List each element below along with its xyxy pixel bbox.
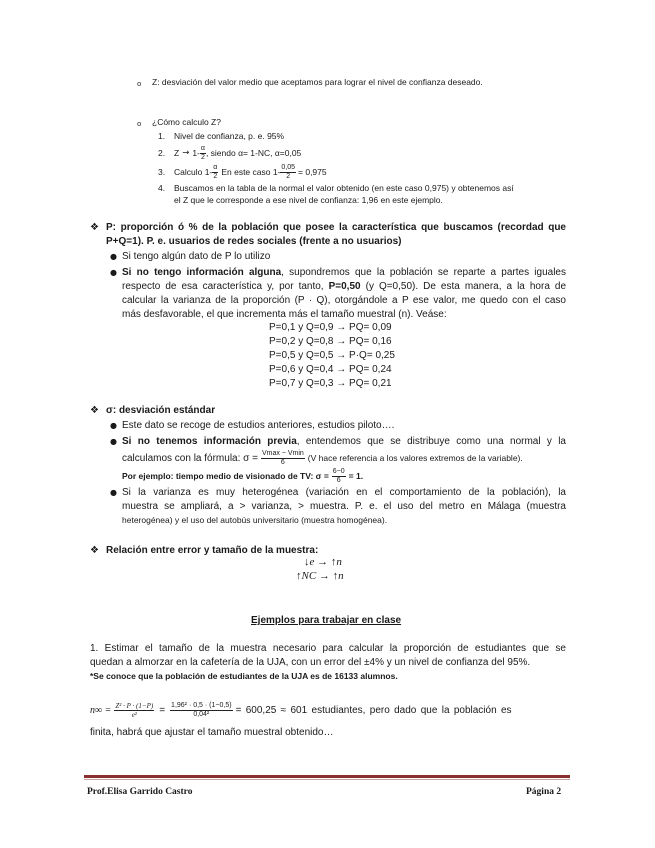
step-2-text: 1-	[192, 147, 200, 158]
example-1-line-2: quedan a almorzar en la cafetería de la UJA, con un error del ±4% y un nivel de confianza del 95%.	[90, 657, 531, 668]
footer-rule-dark	[84, 775, 570, 778]
fraction-denominator: 6	[336, 476, 341, 484]
sigma-formula-fraction	[261, 450, 305, 467]
step-3-case: En este caso 1-	[221, 166, 281, 177]
p-heading-line-2: P+Q=1). P. e. usuarios de redes sociales (frente a no usuarios)	[106, 236, 402, 247]
text: , entendemos que se distribuye como una normal y la	[296, 436, 566, 447]
formula-result: = 600,25 ≈ 601 estudiantes, pero dado que la población es	[235, 704, 512, 716]
fraction-numerator: 6−0	[332, 467, 345, 475]
text: (V hace referencia a los valores extremos de la variable).	[307, 452, 523, 463]
numeric-formula-fraction	[170, 702, 233, 719]
step-number: 3.	[158, 167, 166, 177]
fraction-denominator: 2	[213, 172, 218, 180]
sigma-bullet-3-line-1: Si la varianza es muy heterogénea (variación en el comportamiento de la población), la	[122, 487, 566, 498]
sigma-example	[122, 465, 363, 487]
p-bullet-2-bold: Si no tengo información alguna	[122, 267, 282, 278]
p-bullet-2-line-2	[122, 280, 566, 293]
sigma-bullet-3-line-3: heterogénea) y el uso del autobús universitario (muestra homogénea).	[122, 515, 388, 525]
sigma-bullet-1: Este dato se recoge de estudios anteriores, estudios piloto….	[122, 420, 395, 431]
fraction-numerator: α	[200, 144, 205, 152]
step-4-line-2: el Z que le corresponde a ese nivel de confianza: 1,96 en este ejemplo.	[174, 195, 443, 205]
pq-row: P=0,2 y Q=0,8 → PQ= 0,16	[269, 336, 392, 347]
z-symbol: Z	[174, 147, 180, 158]
population-note: *Se conoce que la población de estudiantes de la UJA es de 16133 alumnos.	[90, 671, 398, 681]
circle-bullet-icon: o	[137, 120, 142, 128]
sigma-bullet-3-line-2: muestra se ampliará, a > varianza, > muestra. P. e. el uso del metro en Málaga (muestra	[122, 501, 566, 512]
case-fraction	[280, 164, 296, 181]
footer-page-number: Página 2	[526, 787, 562, 797]
footer-rule-light	[84, 779, 570, 780]
step-number: 4.	[158, 183, 166, 193]
pq-row: P=0,6 y Q=0,4 → PQ= 0,24	[269, 364, 392, 375]
step-4-line-1: Buscamos en la tabla de la normal el valor obtenido (en este caso 0,975) y obtenemos así	[174, 183, 514, 193]
p-bullet-2-text: , supondremos que la población se reparte a partes iguales	[281, 267, 566, 278]
p-value: P=0,50	[328, 281, 361, 292]
p-bullet-2-line-4: más desfavorable, el que incrementa más el tamaño muestral (n). Veáse:	[122, 309, 447, 320]
diamond-bullet-icon: ❖	[90, 222, 99, 233]
z-definition: Z: desviación del valor medio que aceptamos para lograr el nivel de confianza deseado.	[152, 77, 483, 87]
step-number: 2.	[158, 148, 166, 158]
fraction-numerator: Vmax − Vmin	[261, 449, 304, 457]
relation-line-1: ↓e → ↑n	[304, 556, 342, 568]
circle-bullet-icon: o	[137, 80, 142, 88]
diamond-bullet-icon: ❖	[90, 405, 99, 416]
fraction-denominator: 0,04²	[193, 710, 210, 718]
pq-row: P=0,1 y Q=0,9 → PQ= 0,09	[269, 322, 392, 333]
fraction-denominator: 2	[286, 172, 291, 180]
fraction-numerator: 0,05	[281, 163, 296, 171]
text: respecto de esa característica y, por tanto,	[122, 281, 324, 292]
examples-title: Ejemplos para trabajar en clase	[251, 615, 402, 626]
example-1-conclusion: finita, habrá que ajustar el tamaño muestral obtenido…	[90, 727, 334, 738]
how-calc-z: ¿Cómo calculo Z?	[152, 117, 221, 127]
p-heading-line-1: P: proporción ó % de la población que posee la característica que buscamos (recordad que	[106, 222, 566, 233]
step-1: Nivel de confianza, p. e. 95%	[174, 131, 285, 141]
fraction-denominator: 2	[200, 153, 205, 161]
fraction-numerator: 1,96² · 0,5 · (1−0,5)	[171, 701, 232, 709]
general-formula-fraction	[114, 702, 154, 719]
bullet-icon: ●	[110, 488, 117, 497]
fraction-numerator: Z² · P · (1−P)	[115, 701, 154, 710]
p-bullet-2-line-1	[122, 266, 566, 279]
formula-lhs: n∞ =	[90, 704, 112, 716]
bullet-icon: ●	[110, 252, 117, 261]
sample-size-formula: n∞ = $\frac{\text{Z² · P · (1−P)}}{\text{e²}}$ = $\frac{\text{1,96² · 0,5 · (1−0,5)}}{\text{0,04²}}$ = 600,25 ≈ 601 estudiantes, pero dado que la población es	[90, 701, 512, 719]
fraction-denominator: e²	[131, 710, 137, 719]
arrow-right-icon: →	[182, 147, 190, 158]
sigma-heading: σ: desviación estándar	[106, 405, 216, 416]
text: = 1.	[348, 470, 364, 481]
footer-author: Prof.Elisa Garrido Castro	[87, 787, 193, 797]
alpha-over-2-fraction	[212, 164, 218, 181]
fraction-denominator: 6	[280, 458, 285, 466]
bullet-icon: ●	[110, 437, 117, 446]
text: (y Q=0,50). De esta manera, a la hora de	[365, 281, 567, 292]
relation-line-2: ↑NC → ↑n	[296, 570, 344, 582]
step-2-rest: , siendo α= 1-NC, α=0,05	[205, 147, 302, 158]
pq-row: P=0,7 y Q=0,3 → PQ= 0,21	[269, 378, 392, 389]
step-number: 1.	[158, 131, 166, 141]
bullet-icon: ●	[110, 268, 117, 277]
diamond-bullet-icon: ❖	[90, 545, 99, 556]
example-fraction	[332, 468, 346, 485]
example-1-line-1: 1. Estimar el tamaño de la muestra necesario para calcular la proporción de estudiantes que se	[90, 643, 566, 654]
relation-heading: Relación entre error y tamaño de la muestra:	[106, 545, 319, 556]
p-bullet-1: Si tengo algún dato de P lo utilizo	[122, 251, 271, 262]
text: Por ejemplo: tiempo medio de visionado de TV: σ =	[122, 470, 329, 481]
step-3-result: = 0,975	[298, 166, 327, 177]
bullet-icon: ●	[110, 421, 117, 430]
fraction-numerator: α	[213, 163, 218, 171]
p-bullet-2-line-3: calcular la varianza de la proporción (P · Q), otorgándole a P ese valor, me quedo con el caso	[122, 295, 566, 306]
pq-row: P=0,5 y Q=0,5 → P·Q= 0,25	[269, 350, 395, 361]
text: calculamos con la fórmula: σ =	[122, 452, 258, 464]
step-3-text: Calculo 1-	[174, 166, 213, 177]
sigma-bullet-2-bold: Si no tenemos información previa	[122, 436, 297, 447]
